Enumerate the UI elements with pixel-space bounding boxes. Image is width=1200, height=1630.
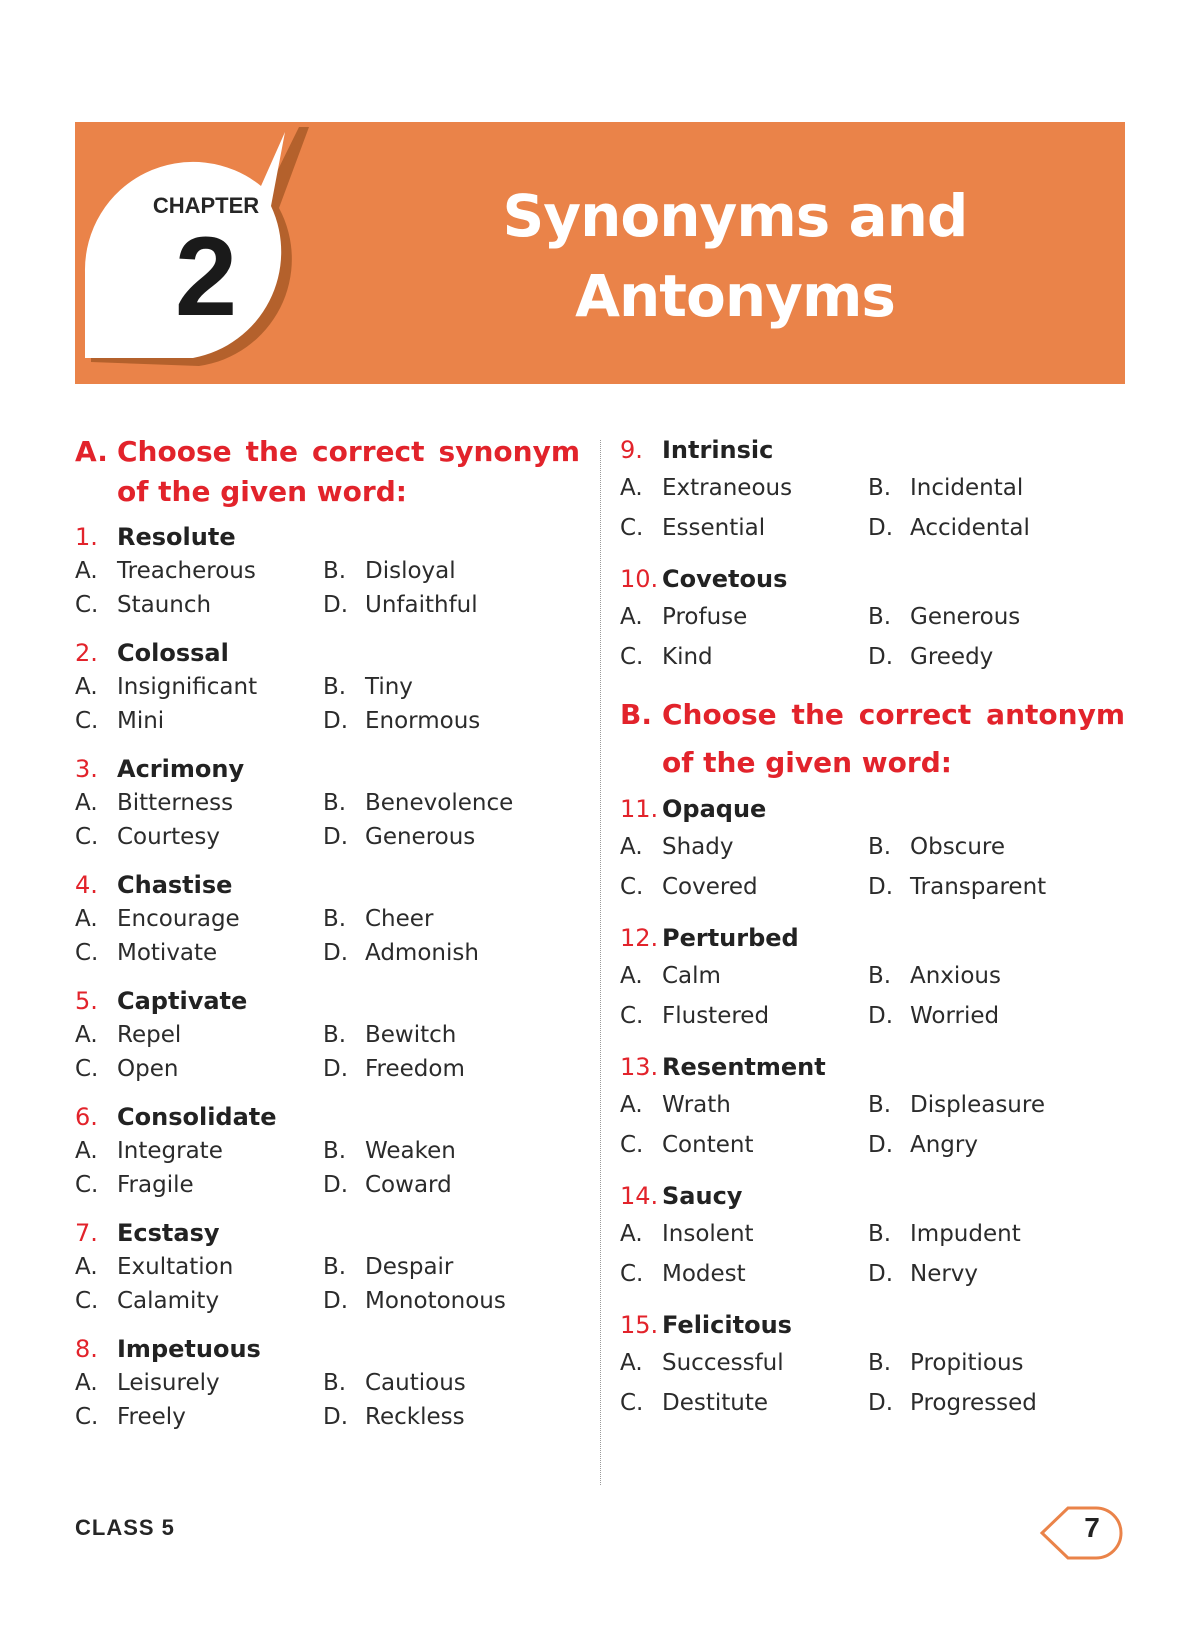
question-header [620, 791, 1125, 827]
question-number: 3. [75, 755, 98, 783]
question-header [620, 432, 1125, 468]
chapter-title [420, 176, 1050, 336]
option-letter: C. [620, 644, 644, 670]
section-title: Choose the correct antonym of the given word: [662, 698, 1125, 779]
question-header [620, 1307, 1125, 1343]
right-column [620, 432, 1125, 1436]
option-letter: C. [620, 515, 644, 541]
option-text: Admonish [365, 940, 479, 966]
option-text: Treacherous [117, 558, 256, 584]
option-letter: A. [620, 963, 643, 989]
question-header [75, 1100, 580, 1134]
option-text: Fragile [117, 1172, 194, 1198]
question-word: Chastise [117, 871, 233, 899]
option-letter: B. [868, 1350, 892, 1376]
answer-option [323, 786, 580, 820]
option-letter: D. [323, 1288, 349, 1314]
option-text: Angry [910, 1132, 978, 1158]
question-word: Saucy [662, 1182, 743, 1210]
option-letter: A. [75, 1370, 98, 1396]
answer-option [323, 704, 580, 738]
answer-option [323, 588, 580, 622]
options-grid [620, 956, 1125, 1036]
page-number: 7 [1084, 1512, 1100, 1543]
option-text: Insignificant [117, 674, 258, 700]
answer-option [868, 1214, 1125, 1254]
option-text: Leisurely [117, 1370, 220, 1396]
option-letter: C. [75, 592, 99, 618]
answer-option [868, 1125, 1125, 1165]
question-number: 7. [75, 1219, 98, 1247]
option-letter: B. [323, 790, 347, 816]
option-letter: B. [323, 1022, 347, 1048]
option-letter: A. [620, 1350, 643, 1376]
answer-option [620, 1085, 868, 1125]
answer-option [868, 956, 1125, 996]
section-title: Choose the correct synonym of the given word: [117, 435, 580, 508]
answer-option [620, 996, 868, 1036]
section-b-heading [620, 691, 1125, 787]
option-text: Generous [910, 604, 1021, 630]
question [620, 1049, 1125, 1165]
option-text: Exultation [117, 1254, 234, 1280]
option-letter: D. [868, 515, 894, 541]
option-letter: C. [75, 1288, 99, 1314]
question [620, 561, 1125, 677]
answer-option [323, 1052, 580, 1086]
option-text: Mini [117, 708, 165, 734]
options-grid [75, 670, 580, 738]
answer-option [323, 1366, 580, 1400]
answer-option [620, 956, 868, 996]
answer-option [75, 1052, 323, 1086]
answer-option [868, 867, 1125, 907]
option-letter: B. [323, 1138, 347, 1164]
option-text: Kind [662, 644, 713, 670]
question-header [620, 1049, 1125, 1085]
option-text: Reckless [365, 1404, 465, 1430]
options-grid [620, 597, 1125, 677]
option-letter: A. [75, 906, 98, 932]
option-text: Encourage [117, 906, 240, 932]
answer-option [620, 1214, 868, 1254]
option-letter: B. [868, 834, 892, 860]
answer-option [75, 786, 323, 820]
question-number: 10. [620, 565, 659, 593]
question-header [620, 1178, 1125, 1214]
answer-option [868, 1383, 1125, 1423]
question-number: 6. [75, 1103, 98, 1131]
question-word: Impetuous [117, 1335, 261, 1363]
answer-option [75, 1366, 323, 1400]
option-letter: C. [620, 1390, 644, 1416]
question-number: 1. [75, 523, 98, 551]
option-letter: D. [868, 644, 894, 670]
answer-option [75, 1250, 323, 1284]
answer-option [868, 996, 1125, 1036]
answer-option [868, 637, 1125, 677]
options-grid [620, 1214, 1125, 1294]
section-letter: A. [75, 435, 108, 468]
option-text: Tiny [365, 674, 413, 700]
option-letter: C. [75, 1172, 99, 1198]
options-grid [75, 1134, 580, 1202]
option-text: Wrath [662, 1092, 731, 1118]
answer-option [868, 827, 1125, 867]
option-letter: D. [868, 1390, 894, 1416]
answer-option [323, 902, 580, 936]
option-letter: A. [620, 1221, 643, 1247]
question-header [75, 984, 580, 1018]
question [620, 432, 1125, 548]
question-word: Opaque [662, 795, 767, 823]
answer-option [75, 670, 323, 704]
left-column [75, 432, 580, 1448]
options-grid [620, 468, 1125, 548]
option-text: Greedy [910, 644, 994, 670]
option-letter: C. [620, 1003, 644, 1029]
option-letter: D. [868, 874, 894, 900]
option-text: Accidental [910, 515, 1030, 541]
option-letter: B. [868, 604, 892, 630]
question [620, 1178, 1125, 1294]
option-text: Freedom [365, 1056, 465, 1082]
option-text: Progressed [910, 1390, 1037, 1416]
question [620, 920, 1125, 1036]
option-letter: A. [75, 1138, 98, 1164]
option-letter: A. [75, 674, 98, 700]
option-letter: B. [323, 558, 347, 584]
question [75, 520, 580, 622]
question-word: Intrinsic [662, 436, 774, 464]
answer-option [75, 1134, 323, 1168]
option-text: Bitterness [117, 790, 234, 816]
option-letter: D. [323, 824, 349, 850]
option-letter: D. [323, 1404, 349, 1430]
answer-option [323, 1284, 580, 1318]
answer-option [868, 468, 1125, 508]
answer-option [323, 936, 580, 970]
question-header [75, 1332, 580, 1366]
option-text: Extraneous [662, 475, 793, 501]
option-letter: A. [75, 1254, 98, 1280]
option-letter: B. [868, 475, 892, 501]
question-header [620, 920, 1125, 956]
answer-option [323, 1168, 580, 1202]
option-text: Displeasure [910, 1092, 1045, 1118]
option-text: Flustered [662, 1003, 770, 1029]
question-number: 14. [620, 1182, 659, 1210]
option-text: Cheer [365, 906, 434, 932]
option-letter: B. [323, 1370, 347, 1396]
option-text: Modest [662, 1261, 746, 1287]
answer-option [323, 1018, 580, 1052]
option-letter: A. [75, 1022, 98, 1048]
question [75, 636, 580, 738]
option-text: Anxious [910, 963, 1001, 989]
answer-option [620, 1254, 868, 1294]
question-header [75, 636, 580, 670]
option-text: Calamity [117, 1288, 220, 1314]
question-word: Colossal [117, 639, 229, 667]
option-letter: C. [620, 1132, 644, 1158]
answer-option [75, 902, 323, 936]
options-grid [75, 554, 580, 622]
option-letter: A. [75, 558, 98, 584]
question [75, 1100, 580, 1202]
answer-option [620, 468, 868, 508]
options-grid [75, 1018, 580, 1086]
option-letter: B. [868, 1092, 892, 1118]
answer-option [868, 508, 1125, 548]
question-header [620, 561, 1125, 597]
option-text: Nervy [910, 1261, 979, 1287]
question-word: Felicitous [662, 1311, 792, 1339]
question-header [75, 1216, 580, 1250]
question [75, 1216, 580, 1318]
option-letter: A. [620, 604, 643, 630]
option-letter: B. [323, 906, 347, 932]
question-word: Resentment [662, 1053, 826, 1081]
option-letter: B. [323, 1254, 347, 1280]
question-header [75, 520, 580, 554]
option-letter: C. [75, 708, 99, 734]
option-text: Successful [662, 1350, 784, 1376]
question [620, 1307, 1125, 1423]
chapter-label: CHAPTER [152, 193, 260, 218]
question-number: 8. [75, 1335, 98, 1363]
answer-option [75, 1284, 323, 1318]
option-text: Courtesy [117, 824, 220, 850]
chapter-title-line-1: Synonyms and [502, 182, 968, 250]
option-letter: C. [75, 824, 99, 850]
option-text: Incidental [910, 475, 1024, 501]
options-grid [75, 902, 580, 970]
answer-option [323, 1250, 580, 1284]
question-word: Covetous [662, 565, 788, 593]
question-number: 5. [75, 987, 98, 1015]
option-text: Shady [662, 834, 734, 860]
answer-option [620, 1125, 868, 1165]
question-number: 4. [75, 871, 98, 899]
option-text: Insolent [662, 1221, 754, 1247]
answer-option [620, 637, 868, 677]
option-letter: A. [620, 1092, 643, 1118]
question-number: 13. [620, 1053, 659, 1081]
question-number: 15. [620, 1311, 659, 1339]
answer-option [323, 1400, 580, 1434]
answer-option [620, 1343, 868, 1383]
option-text: Cautious [365, 1370, 466, 1396]
question [75, 1332, 580, 1434]
answer-option [868, 1254, 1125, 1294]
option-letter: D. [868, 1132, 894, 1158]
option-letter: C. [75, 1056, 99, 1082]
option-text: Destitute [662, 1390, 769, 1416]
option-letter: D. [868, 1003, 894, 1029]
question-word: Perturbed [662, 924, 799, 952]
answer-option [868, 1085, 1125, 1125]
option-text: Disloyal [365, 558, 456, 584]
option-text: Transparent [910, 874, 1047, 900]
option-letter: D. [323, 592, 349, 618]
option-letter: C. [620, 874, 644, 900]
chapter-title-line-2: Antonyms [575, 262, 895, 330]
option-letter: D. [868, 1261, 894, 1287]
option-text: Profuse [662, 604, 748, 630]
option-letter: A. [75, 790, 98, 816]
option-text: Open [117, 1056, 179, 1082]
option-text: Repel [117, 1022, 182, 1048]
question-word: Acrimony [117, 755, 245, 783]
question-word: Captivate [117, 987, 248, 1015]
answer-option [323, 820, 580, 854]
option-text: Propitious [910, 1350, 1024, 1376]
option-text: Freely [117, 1404, 186, 1430]
column-divider [600, 440, 601, 1485]
option-letter: B. [868, 1221, 892, 1247]
option-letter: C. [75, 1404, 99, 1430]
option-text: Motivate [117, 940, 218, 966]
options-grid [620, 827, 1125, 907]
option-text: Enormous [365, 708, 481, 734]
option-letter: D. [323, 708, 349, 734]
answer-option [620, 867, 868, 907]
answer-option [75, 1400, 323, 1434]
question [620, 791, 1125, 907]
option-letter: A. [620, 475, 643, 501]
options-grid [620, 1343, 1125, 1423]
chapter-number: 2 [174, 214, 238, 339]
option-letter: C. [620, 1261, 644, 1287]
answer-option [620, 827, 868, 867]
option-text: Staunch [117, 592, 212, 618]
option-text: Unfaithful [365, 592, 478, 618]
answer-option [620, 597, 868, 637]
options-grid [75, 1366, 580, 1434]
answer-option [75, 1018, 323, 1052]
question-number: 2. [75, 639, 98, 667]
question-word: Consolidate [117, 1103, 277, 1131]
section-a-heading [75, 432, 580, 512]
options-grid [75, 1250, 580, 1318]
answer-option [75, 704, 323, 738]
option-letter: D. [323, 940, 349, 966]
question [75, 868, 580, 970]
question [75, 984, 580, 1086]
option-text: Bewitch [365, 1022, 457, 1048]
question-header [75, 752, 580, 786]
option-text: Content [662, 1132, 754, 1158]
answer-option [75, 554, 323, 588]
answer-option [323, 670, 580, 704]
option-letter: C. [75, 940, 99, 966]
options-grid [620, 1085, 1125, 1165]
answer-option [868, 1343, 1125, 1383]
option-text: Essential [662, 515, 766, 541]
option-text: Weaken [365, 1138, 456, 1164]
answer-option [323, 1134, 580, 1168]
option-text: Generous [365, 824, 476, 850]
section-letter: B. [620, 698, 652, 731]
option-letter: B. [868, 963, 892, 989]
answer-option [75, 588, 323, 622]
question-word: Ecstasy [117, 1219, 220, 1247]
option-text: Monotonous [365, 1288, 506, 1314]
answer-option [868, 597, 1125, 637]
option-letter: D. [323, 1056, 349, 1082]
answer-option [620, 508, 868, 548]
answer-option [75, 1168, 323, 1202]
question [75, 752, 580, 854]
answer-option [620, 1383, 868, 1423]
question-number: 12. [620, 924, 659, 952]
question-number: 11. [620, 795, 659, 823]
option-text: Integrate [117, 1138, 223, 1164]
question-word: Resolute [117, 523, 236, 551]
option-letter: D. [323, 1172, 349, 1198]
option-text: Worried [910, 1003, 1000, 1029]
answer-option [323, 554, 580, 588]
option-text: Covered [662, 874, 758, 900]
options-grid [75, 786, 580, 854]
option-text: Impudent [910, 1221, 1021, 1247]
answer-option [75, 936, 323, 970]
option-letter: B. [323, 674, 347, 700]
answer-option [75, 820, 323, 854]
option-text: Calm [662, 963, 721, 989]
question-header [75, 868, 580, 902]
class-label: CLASS 5 [75, 1515, 175, 1540]
option-text: Obscure [910, 834, 1006, 860]
option-text: Benevolence [365, 790, 514, 816]
option-text: Coward [365, 1172, 452, 1198]
option-letter: A. [620, 834, 643, 860]
option-text: Despair [365, 1254, 454, 1280]
question-number: 9. [620, 436, 643, 464]
